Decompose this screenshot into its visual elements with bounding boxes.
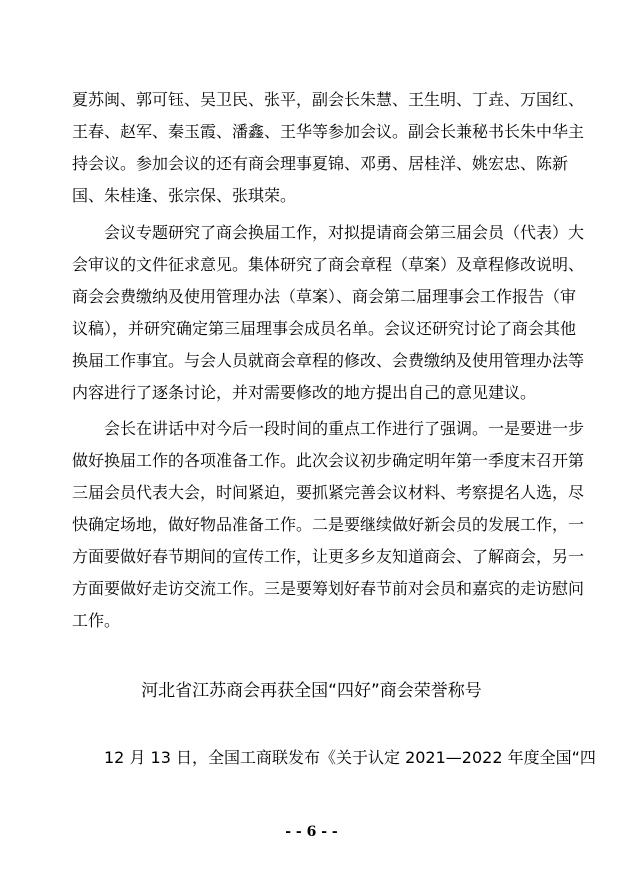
text-line: 12 月 13 日，全国工商联发布《关于认定 2021—2022 年度全国“四 <box>104 748 596 767</box>
text-line: 方面要做好春节期间的宣传工作，让更多乡友知道商会、了解商会，另一 <box>72 547 585 566</box>
text-line: 商会会费缴纳及使用管理办法（草案）、商会第二届理事会工作报告（审 <box>72 287 577 306</box>
text-line: 会议专题研究了商会换届工作，对拟提请商会第三届会员（代表）大 <box>104 223 585 242</box>
text-line: 内容进行了逐条讨论，并对需要修改的地方提出自己的意见建议。 <box>72 383 537 402</box>
text-line: 会长在讲话中对今后一段时间的重点工作进行了强调。一是要进一步 <box>104 419 585 438</box>
paragraph-meeting-topics <box>72 217 585 409</box>
text-line: 换届工作事宜。与会人员就商会章程的修改、会费缴纳及使用管理办法等 <box>72 351 585 370</box>
paragraph-award-intro <box>72 742 596 774</box>
text-line: 夏苏闽、郭可钰、吴卫民、张平，副会长朱慧、王生明、丁垚、万国红、 <box>72 90 585 109</box>
text-line: 王春、赵军、秦玉霞、潘鑫、王华等参加会议。副会长兼秘书长朱中华主 <box>72 122 585 141</box>
text-line: 方面要做好走访交流工作。三是要筹划好春节前对会员和嘉宾的走访慰问 <box>72 579 585 598</box>
text-line: 三届会员代表大会，时间紧迫，要抓紧完善会议材料、考察提名人选，尽 <box>72 483 585 502</box>
text-line: 议稿），并研究确定第三届理事会成员名单。会议还研究讨论了商会其他 <box>72 319 577 338</box>
section-heading: 河北省江苏商会再获全国“四好”商会荣誉称号 <box>141 681 482 701</box>
page-number: - - 6 - - <box>285 824 338 840</box>
text-line: 国、朱桂逢、张宗保、张琪荣。 <box>72 186 297 205</box>
text-line: 做好换届工作的各项准备工作。此次会议初步确定明年第一季度末召开第 <box>72 451 585 470</box>
text-line: 持会议。参加会议的还有商会理事夏锦、邓勇、居桂洋、姚宏忠、陈新 <box>72 154 569 173</box>
text-line: 会审议的文件征求意见。集体研究了商会章程（草案）及章程修改说明、 <box>72 255 585 274</box>
paragraph-attendees <box>72 84 585 212</box>
text-line: 快确定场地，做好物品准备工作。二是要继续做好新会员的发展工作，一 <box>72 515 585 534</box>
paragraph-president-speech <box>72 413 585 637</box>
text-line: 工作。 <box>72 611 121 630</box>
